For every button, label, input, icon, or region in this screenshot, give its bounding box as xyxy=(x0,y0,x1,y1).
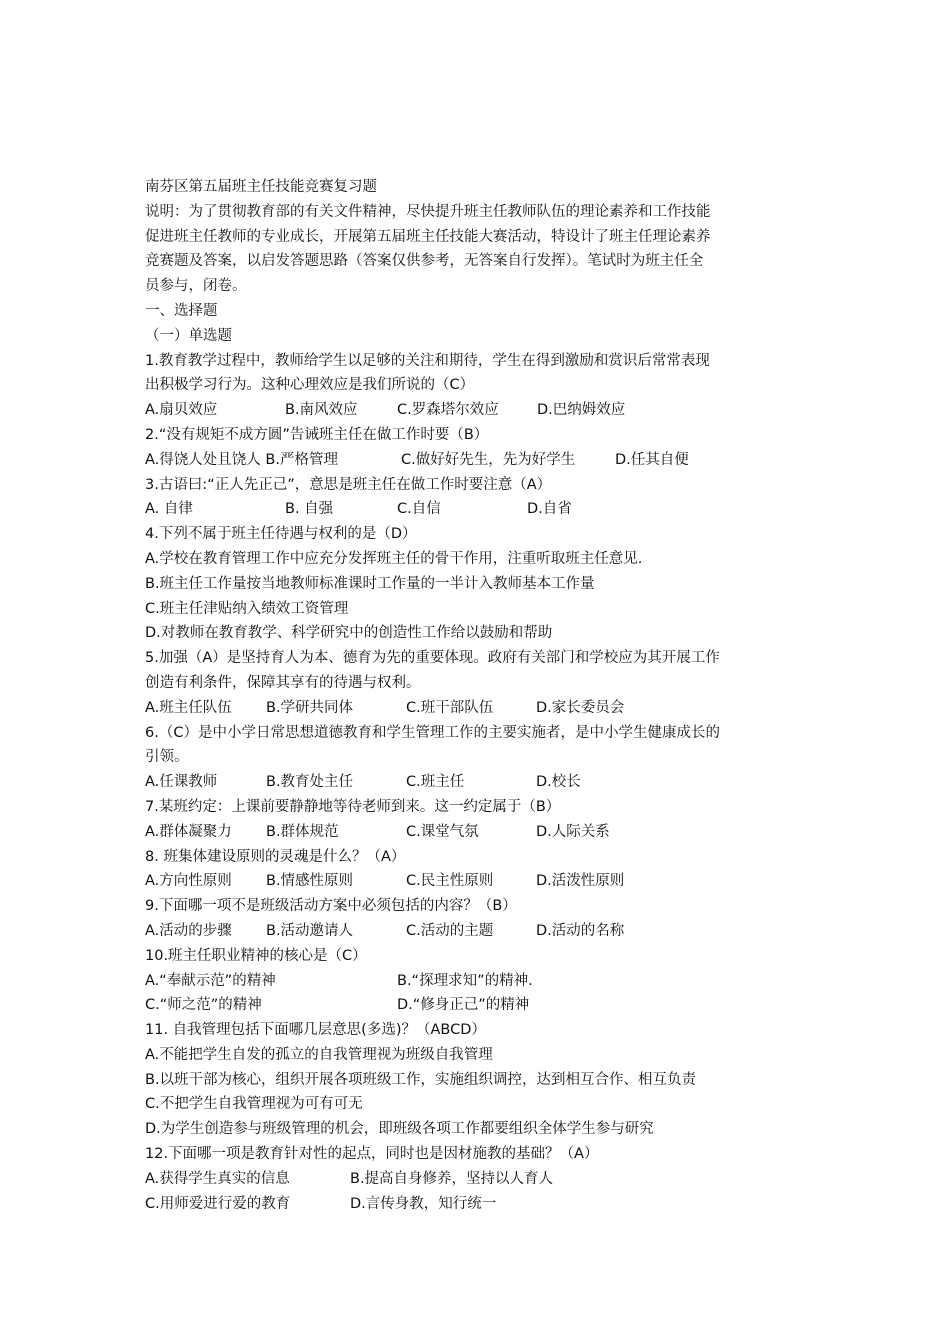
option-c: C.罗森塔尔效应 xyxy=(397,402,499,419)
subsection-heading: （一）单选题 xyxy=(145,327,232,344)
option-a: A.不能把学生自发的孤立的自我管理视为班级自我管理 xyxy=(145,1046,493,1063)
question-text: 12.下面哪一项是教育针对性的起点，同时也是因材施教的基础？（A） xyxy=(145,1146,599,1163)
option-ab: A.得饶人处且饶人 B.严格管理 xyxy=(145,451,338,468)
option-d: D.校长 xyxy=(536,774,581,791)
intro-line: 促进班主任教师的专业成长，开展第五届班主任技能大赛活动，特设计了班主任理论素养 xyxy=(145,228,711,245)
option-c: C.民主性原则 xyxy=(406,873,494,890)
option-row xyxy=(145,969,810,994)
option-a: A.获得学生真实的信息 xyxy=(145,1170,290,1187)
option-d: D.任其自便 xyxy=(615,451,689,468)
option-d: D.自省 xyxy=(527,501,572,518)
option-b: B.班主任工作量按当地教师标准课时工作量的一半计入教师基本工作量 xyxy=(145,575,595,592)
option-b: B.南风效应 xyxy=(285,402,358,419)
option-a: A.班主任队伍 xyxy=(145,699,232,716)
option-row xyxy=(145,398,810,423)
question-text: 11. 自我管理包括下面哪几层意思(多选)？（ABCD） xyxy=(145,1022,486,1039)
intro-line: 说明：为了贯彻教育部的有关文件精神，尽快提升班主任教师队伍的理论素养和工作技能 xyxy=(145,203,711,220)
option-row xyxy=(145,1192,810,1217)
option-c: C.做好好先生，先为好学生 xyxy=(401,451,576,468)
option-b: B.情感性原则 xyxy=(266,873,354,890)
option-a: A.扇贝效应 xyxy=(145,402,218,419)
option-c: C.班主任 xyxy=(406,774,465,791)
question-text: 创造有利条件，保障其享有的待遇与权利。 xyxy=(145,674,421,691)
question-text: 5.加强（A）是坚持育人为本、德育为先的重要体现。政府有关部门和学校应为其开展工作 xyxy=(145,650,720,667)
option-b: B.群体规范 xyxy=(266,823,339,840)
intro-line: 员参与，闭卷。 xyxy=(145,278,247,295)
option-c: C.班干部队伍 xyxy=(406,699,494,716)
question-text: 2.“没有规矩不成方圆”告诫班主任在做工作时要（B） xyxy=(145,426,489,443)
option-d: D.人际关系 xyxy=(536,823,610,840)
option-c: C.班主任津贴纳入绩效工资管理 xyxy=(145,600,349,617)
option-c: C.不把学生自我管理视为可有可无 xyxy=(145,1096,363,1113)
option-a: A.方向性原则 xyxy=(145,873,232,890)
option-a: A.群体凝聚力 xyxy=(145,823,232,840)
option-b: B.教育处主任 xyxy=(266,774,354,791)
option-a: A.“奉献示范”的精神 xyxy=(145,972,276,989)
option-a: A. 自律 xyxy=(145,501,193,518)
option-d: D.“修身正己”的精神 xyxy=(397,997,530,1014)
option-a: A.活动的步骤 xyxy=(145,922,232,939)
option-d: D.对教师在教育教学、科学研究中的创造性工作给以鼓励和帮助 xyxy=(145,625,553,642)
option-row xyxy=(145,1167,810,1192)
option-c: C.活动的主题 xyxy=(406,922,494,939)
option-a: A.任课教师 xyxy=(145,774,218,791)
option-b: B.提高自身修养，坚持以人育人 xyxy=(350,1170,554,1187)
option-b: B.活动邀请人 xyxy=(266,922,354,939)
question-text: 9.下面哪一项不是班级活动方案中必须包括的内容？（B） xyxy=(145,898,517,915)
option-d: D.巴纳姆效应 xyxy=(537,402,626,419)
option-a: A.学校在教育管理工作中应充分发挥班主任的骨干作用，注重听取班主任意见. xyxy=(145,550,643,567)
option-row xyxy=(145,919,810,944)
question-text: 10.班主任职业精神的核心是（C） xyxy=(145,947,367,964)
option-d: D.为学生创造参与班级管理的机会，即班级各项工作都要组织全体学生参与研究 xyxy=(145,1121,654,1138)
question-text: 8. 班集体建设原则的灵魂是什么？（A） xyxy=(145,848,406,865)
question-text: 7.某班约定：上课前要静静地等待老师到来。这一约定属于（B） xyxy=(145,798,561,815)
option-b: B.“探理求知”的精神. xyxy=(397,972,533,989)
option-d: D.家长委员会 xyxy=(536,699,625,716)
option-b: B.学研共同体 xyxy=(266,699,354,716)
question-text: 6.（C）是中小学日常思想道德教育和学生管理工作的主要实施者，是中小学生健康成长的 xyxy=(145,724,720,741)
option-b: B.以班干部为核心，组织开展各项班级工作，实施组织调控，达到相互合作、相互负责 xyxy=(145,1071,697,1088)
question-text: 4.下列不属于班主任待遇与权利的是（D） xyxy=(145,526,417,543)
option-row xyxy=(145,869,810,894)
question-text: 3.古语曰:“正人先正己”，意思是班主任在做工作时要注意（A） xyxy=(145,476,552,493)
option-row xyxy=(145,696,810,721)
option-row xyxy=(145,448,810,473)
option-b: B. 自强 xyxy=(285,501,334,518)
document-page xyxy=(145,175,810,1216)
option-c: C.课堂气氛 xyxy=(406,823,479,840)
option-row xyxy=(145,993,810,1018)
document-title: 南芬区第五届班主任技能竞赛复习题 xyxy=(145,179,377,195)
option-row xyxy=(145,497,810,522)
question-text: 出积极学习行为。这种心理效应是我们所说的（C） xyxy=(145,377,475,394)
question-text: 1.教育教学过程中，教师给学生以足够的关注和期待，学生在得到激励和赏识后常常表现 xyxy=(145,352,710,369)
option-c: C.自信 xyxy=(397,501,441,518)
section-heading: 一、选择题 xyxy=(145,302,218,319)
option-d: D.言传身教，知行统一 xyxy=(350,1195,497,1212)
option-d: D.活动的名称 xyxy=(536,922,625,939)
intro-line: 竞赛题及答案，以启发答题思路（答案仅供参考，无答案自行发挥）。笔试时为班主任全 xyxy=(145,253,704,270)
option-d: D.活泼性原则 xyxy=(536,873,625,890)
option-row xyxy=(145,820,810,845)
question-text: 引领。 xyxy=(145,749,189,766)
option-c: C.“师之范”的精神 xyxy=(145,997,262,1014)
option-row xyxy=(145,770,810,795)
option-c: C.用师爱进行爱的教育 xyxy=(145,1195,291,1212)
